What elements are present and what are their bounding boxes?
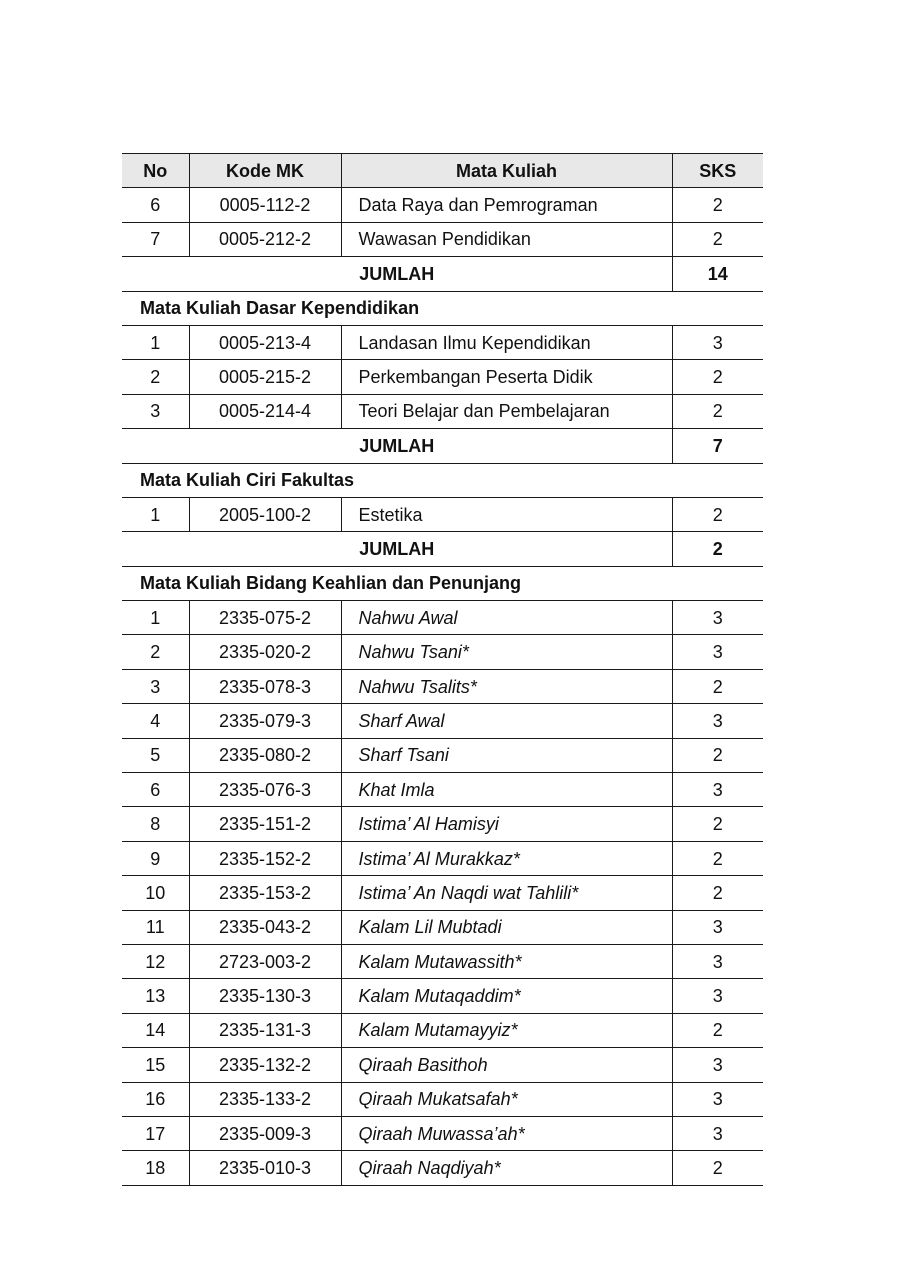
total-row (122, 429, 763, 463)
row-no: 8 (122, 807, 189, 841)
row-kode: 2335-133-2 (189, 1082, 341, 1116)
row-kode: 2335-151-2 (189, 807, 341, 841)
section-row (122, 566, 763, 600)
table-row (122, 601, 763, 635)
table-row (122, 738, 763, 772)
section-title: Mata Kuliah Dasar Kependidikan (122, 291, 763, 325)
row-mata-kuliah: Qiraah Naqdiyah* (341, 1151, 672, 1185)
row-mata-kuliah: Kalam Mutamayyiz* (341, 1013, 672, 1047)
table-row (122, 910, 763, 944)
row-sks: 2 (672, 669, 763, 703)
row-no: 10 (122, 876, 189, 910)
row-sks: 2 (672, 188, 763, 222)
table-row (122, 1116, 763, 1150)
row-no: 1 (122, 325, 189, 359)
table-header-row (122, 154, 763, 188)
row-kode: 0005-215-2 (189, 360, 341, 394)
total-label: JUMLAH (122, 257, 672, 291)
row-sks: 2 (672, 807, 763, 841)
header-mata-kuliah: Mata Kuliah (341, 154, 672, 188)
table-row (122, 1048, 763, 1082)
row-no: 18 (122, 1151, 189, 1185)
row-sks: 2 (672, 497, 763, 531)
section-title: Mata Kuliah Bidang Keahlian dan Penunjang (122, 566, 763, 600)
total-row (122, 257, 763, 291)
table-body (122, 188, 763, 1185)
table-row (122, 944, 763, 978)
row-kode: 2335-080-2 (189, 738, 341, 772)
table-row (122, 841, 763, 875)
row-sks: 2 (672, 222, 763, 256)
row-kode: 2005-100-2 (189, 497, 341, 531)
table-row (122, 807, 763, 841)
row-kode: 2335-020-2 (189, 635, 341, 669)
row-no: 6 (122, 188, 189, 222)
row-kode: 2335-076-3 (189, 773, 341, 807)
row-kode: 0005-112-2 (189, 188, 341, 222)
row-mata-kuliah: Teori Belajar dan Pembelajaran (341, 394, 672, 428)
row-mata-kuliah: Kalam Lil Mubtadi (341, 910, 672, 944)
row-kode: 2335-153-2 (189, 876, 341, 910)
row-sks: 2 (672, 738, 763, 772)
row-mata-kuliah: Qiraah Basithoh (341, 1048, 672, 1082)
row-sks: 3 (672, 635, 763, 669)
total-sks: 2 (672, 532, 763, 566)
table-row (122, 360, 763, 394)
row-sks: 3 (672, 601, 763, 635)
row-no: 11 (122, 910, 189, 944)
total-label: JUMLAH (122, 429, 672, 463)
row-sks: 3 (672, 1048, 763, 1082)
row-mata-kuliah: Sharf Tsani (341, 738, 672, 772)
row-sks: 2 (672, 876, 763, 910)
row-mata-kuliah: Istima’ Al Murakkaz* (341, 841, 672, 875)
row-sks: 3 (672, 704, 763, 738)
row-no: 12 (122, 944, 189, 978)
row-kode: 2335-152-2 (189, 841, 341, 875)
row-kode: 2335-075-2 (189, 601, 341, 635)
section-row (122, 291, 763, 325)
table-row (122, 497, 763, 531)
row-sks: 2 (672, 1151, 763, 1185)
row-kode: 2335-043-2 (189, 910, 341, 944)
row-kode: 0005-212-2 (189, 222, 341, 256)
row-no: 7 (122, 222, 189, 256)
row-no: 4 (122, 704, 189, 738)
row-no: 5 (122, 738, 189, 772)
row-sks: 3 (672, 773, 763, 807)
row-sks: 2 (672, 394, 763, 428)
row-mata-kuliah: Kalam Mutaqaddim* (341, 979, 672, 1013)
total-sks: 7 (672, 429, 763, 463)
row-kode: 2335-130-3 (189, 979, 341, 1013)
total-label: JUMLAH (122, 532, 672, 566)
row-kode: 2335-131-3 (189, 1013, 341, 1047)
table-row (122, 669, 763, 703)
table-row (122, 1151, 763, 1185)
row-mata-kuliah: Landasan Ilmu Kependidikan (341, 325, 672, 359)
row-kode: 0005-214-4 (189, 394, 341, 428)
row-no: 17 (122, 1116, 189, 1150)
row-mata-kuliah: Khat Imla (341, 773, 672, 807)
row-mata-kuliah: Nahwu Tsalits* (341, 669, 672, 703)
row-kode: 2335-132-2 (189, 1048, 341, 1082)
row-no: 1 (122, 497, 189, 531)
row-no: 9 (122, 841, 189, 875)
table-row (122, 188, 763, 222)
table-row (122, 979, 763, 1013)
row-no: 1 (122, 601, 189, 635)
row-sks: 2 (672, 841, 763, 875)
row-no: 14 (122, 1013, 189, 1047)
row-mata-kuliah: Istima’ An Naqdi wat Tahlili* (341, 876, 672, 910)
row-mata-kuliah: Qiraah Muwassa’ah* (341, 1116, 672, 1150)
row-kode: 2335-010-3 (189, 1151, 341, 1185)
table-row (122, 1013, 763, 1047)
row-no: 2 (122, 360, 189, 394)
row-no: 13 (122, 979, 189, 1013)
row-sks: 3 (672, 910, 763, 944)
total-sks: 14 (672, 257, 763, 291)
table-row (122, 394, 763, 428)
row-no: 2 (122, 635, 189, 669)
course-table (122, 153, 763, 1186)
header-sks: SKS (672, 154, 763, 188)
row-no: 15 (122, 1048, 189, 1082)
table-row (122, 1082, 763, 1116)
row-mata-kuliah: Istima’ Al Hamisyi (341, 807, 672, 841)
row-kode: 2335-079-3 (189, 704, 341, 738)
row-sks: 3 (672, 1116, 763, 1150)
section-title: Mata Kuliah Ciri Fakultas (122, 463, 763, 497)
table-row (122, 704, 763, 738)
row-kode: 0005-213-4 (189, 325, 341, 359)
table-row (122, 876, 763, 910)
total-row (122, 532, 763, 566)
row-mata-kuliah: Estetika (341, 497, 672, 531)
row-mata-kuliah: Qiraah Mukatsafah* (341, 1082, 672, 1116)
row-sks: 3 (672, 1082, 763, 1116)
row-sks: 2 (672, 1013, 763, 1047)
table-row (122, 222, 763, 256)
row-kode: 2723-003-2 (189, 944, 341, 978)
row-sks: 3 (672, 325, 763, 359)
row-no: 6 (122, 773, 189, 807)
table-row (122, 635, 763, 669)
table-row (122, 773, 763, 807)
table-row (122, 325, 763, 359)
row-mata-kuliah: Kalam Mutawassith* (341, 944, 672, 978)
header-kode: Kode MK (189, 154, 341, 188)
row-mata-kuliah: Data Raya dan Pemrograman (341, 188, 672, 222)
row-sks: 3 (672, 979, 763, 1013)
row-sks: 3 (672, 944, 763, 978)
header-no: No (122, 154, 189, 188)
row-sks: 2 (672, 360, 763, 394)
row-no: 3 (122, 394, 189, 428)
row-mata-kuliah: Wawasan Pendidikan (341, 222, 672, 256)
row-kode: 2335-078-3 (189, 669, 341, 703)
row-mata-kuliah: Nahwu Awal (341, 601, 672, 635)
row-mata-kuliah: Nahwu Tsani* (341, 635, 672, 669)
row-mata-kuliah: Perkembangan Peserta Didik (341, 360, 672, 394)
row-kode: 2335-009-3 (189, 1116, 341, 1150)
section-row (122, 463, 763, 497)
row-no: 16 (122, 1082, 189, 1116)
row-no: 3 (122, 669, 189, 703)
row-mata-kuliah: Sharf Awal (341, 704, 672, 738)
